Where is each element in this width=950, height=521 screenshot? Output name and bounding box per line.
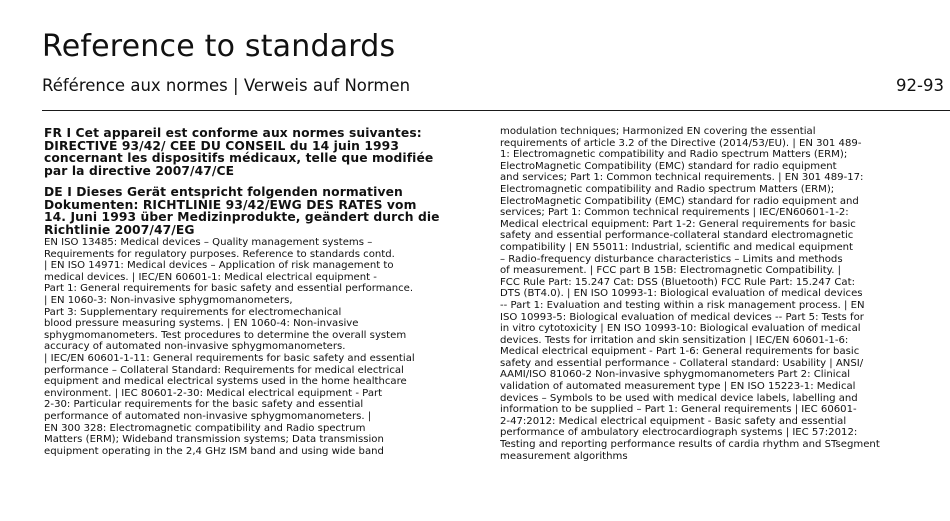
text-line: Electromagnetic compatibility and Radio spectrum Matters (ERM); <box>500 183 835 195</box>
text-line: validation of automated measurement type | EN ISO 15223-1: Medical <box>500 381 856 393</box>
text-line: ElectroMagnetic Compatibility (EMC) standard for radio equipment and <box>500 195 859 207</box>
page-title: Reference to standards <box>42 29 396 64</box>
text-line: DTS (BT4.0). | EN ISO 10993-1: Biological evaluation of medical devices <box>500 288 863 300</box>
text-line: accuracy of automated non-invasive sphygmomanometers. <box>44 341 346 353</box>
text-line: 2-30: Particular requirements for the basic safety and essential <box>44 399 364 411</box>
text-line: Part 1: General requirements for basic safety and essential performance. <box>44 283 414 295</box>
text-line: of measurement. | FCC part B 15B: Electromagnetic Compatibility. | <box>500 265 842 277</box>
heading-line: 14. Juni 1993 über Medizinprodukte, geändert durch die <box>44 210 440 224</box>
heading-line: FR I Cet appareil est conforme aux normes suivantes: <box>44 127 422 140</box>
text-line: FCC Rule Part: 15.247 Cat: DSS (Bluetooth) FCC Rule Part: 15.247 Cat: <box>500 276 855 288</box>
text-line: compatibility | EN 55011: Industrial, scientific and medical equipment <box>500 241 854 253</box>
text-line: – Radio-frequency disturbance characteristics – Limits and methods <box>500 253 843 265</box>
text-line: medical devices. | IEC/EN 60601-1: Medical electrical equipment - <box>44 271 377 283</box>
text-line: | EN 1060-3: Non-invasive sphygmomanometers, <box>44 294 293 306</box>
text-line: modulation techniques; Harmonized EN covering the essential <box>500 126 816 137</box>
text-line: safety and essential performance-collateral standard electromagnetic <box>500 230 854 242</box>
text-line: measurement algorithms <box>500 450 628 462</box>
text-line: AAMI/ISO 81060-2 Non-invasive sphygmomanometers Part 2: Clinical <box>500 369 851 381</box>
text-line: Medical electrical equipment: Part 1-2: General requirements for basic <box>500 218 856 230</box>
text-line: environment. | IEC 80601-2-30: Medical electrical equipment - Part <box>44 387 383 399</box>
text-line: EN 300 328: Electromagnetic compatibility and Radio spectrum <box>44 422 366 434</box>
heading-line: DE I Dieses Gerät entspricht folgenden normativen <box>44 185 403 199</box>
header-divider <box>42 110 950 111</box>
text-line: Medical electrical equipment - Part 1-6: General requirements for basic <box>500 346 860 358</box>
text-line: EN ISO 13485: Medical devices – Quality management systems – <box>44 237 373 248</box>
text-line: | EN ISO 14971: Medical devices – Application of risk management to <box>44 260 394 272</box>
text-line: ElectroMagnetic Compatibility (EMC) standard for radio equipment <box>500 160 837 172</box>
heading-line: Dokumenten: RICHTLINIE 93/42/EWG DES RATES vom <box>44 197 417 212</box>
left-column <box>44 127 482 517</box>
text-line: devices – Symbols to be used with medical device labels, labelling and <box>500 392 858 404</box>
text-line: performance of ambulatory electrocardiograph systems | IEC 57:2012: <box>500 427 858 439</box>
text-line: -- Part 1: Evaluation and testing within a risk management process. | EN <box>500 299 865 311</box>
text-line: and services; Part 1: Common technical requirements. | EN 301 489-17: <box>500 172 864 184</box>
text-line: performance – Collateral Standard: Requirements for medical electrical <box>44 364 404 376</box>
heading-line: par la directive 2007/47/CE <box>44 163 235 178</box>
text-line: performance of automated non-invasive sphygmomanometers. | <box>44 410 372 422</box>
text-line: sphygmomanometers. Test procedures to determine the overall system <box>44 329 407 341</box>
text-line: ISO 10993-5: Biological evaluation of medical devices -- Part 5: Tests for <box>500 311 864 323</box>
french-compliance-heading <box>44 127 482 177</box>
text-line: equipment operating in the 2,4 GHz ISM band and using wide band <box>44 445 384 457</box>
text-line: Requirements for regulatory purposes. Reference to standards contd. <box>44 248 395 260</box>
text-line: blood pressure measuring systems. | EN 1060-4: Non-invasive <box>44 318 359 330</box>
text-line: safety and essential performance - Collateral standard: Usability | ANSI/ <box>500 357 864 369</box>
text-line: Part 3: Supplementary requirements for electromechanical <box>44 306 342 318</box>
text-line: 2-47:2012: Medical electrical equipment - Basic safety and essential <box>500 415 847 427</box>
page-subtitle: Référence aux normes | Verweis auf Normen <box>42 76 411 95</box>
heading-line: DIRECTIVE 93/42/ CEE DU CONSEIL du 14 juin 1993 <box>44 138 399 153</box>
left-standards-list <box>44 237 482 457</box>
text-line: | IEC/EN 60601-1-11: General requirements for basic safety and essential <box>44 352 415 364</box>
text-line: devices. Tests for irritation and skin sensitization | IEC/EN 60601-1-6: <box>500 334 849 346</box>
text-line: equipment and medical electrical systems used in the home healthcare <box>44 376 407 388</box>
right-standards-list <box>500 126 946 462</box>
text-line: 1: Electromagnetic compatibility and Radio spectrum Matters (ERM); <box>500 149 848 161</box>
text-line: services; Part 1: Common technical requirements | IEC/EN60601-1-2: <box>500 207 849 219</box>
text-line: information to be supplied – Part 1: General requirements | IEC 60601- <box>500 404 857 416</box>
page-number: 92-93 <box>896 76 944 95</box>
text-line: Matters (ERM); Wideband transmission systems; Data transmission <box>44 434 384 446</box>
text-line: in vitro cytotoxicity | EN ISO 10993-10: Biological evaluation of medical <box>500 323 861 335</box>
heading-line: Richtlinie 2007/47/EG <box>44 222 195 237</box>
right-column <box>500 126 946 518</box>
heading-line: concernant les dispositifs médicaux, telle que modifiée <box>44 151 434 165</box>
text-line: requirements of article 3.2 of the Directive (2014/53/EU). | EN 301 489- <box>500 137 862 149</box>
german-compliance-heading <box>44 186 482 236</box>
text-line: Testing and reporting performance results of cardia rhythm and STsegment <box>500 439 880 451</box>
